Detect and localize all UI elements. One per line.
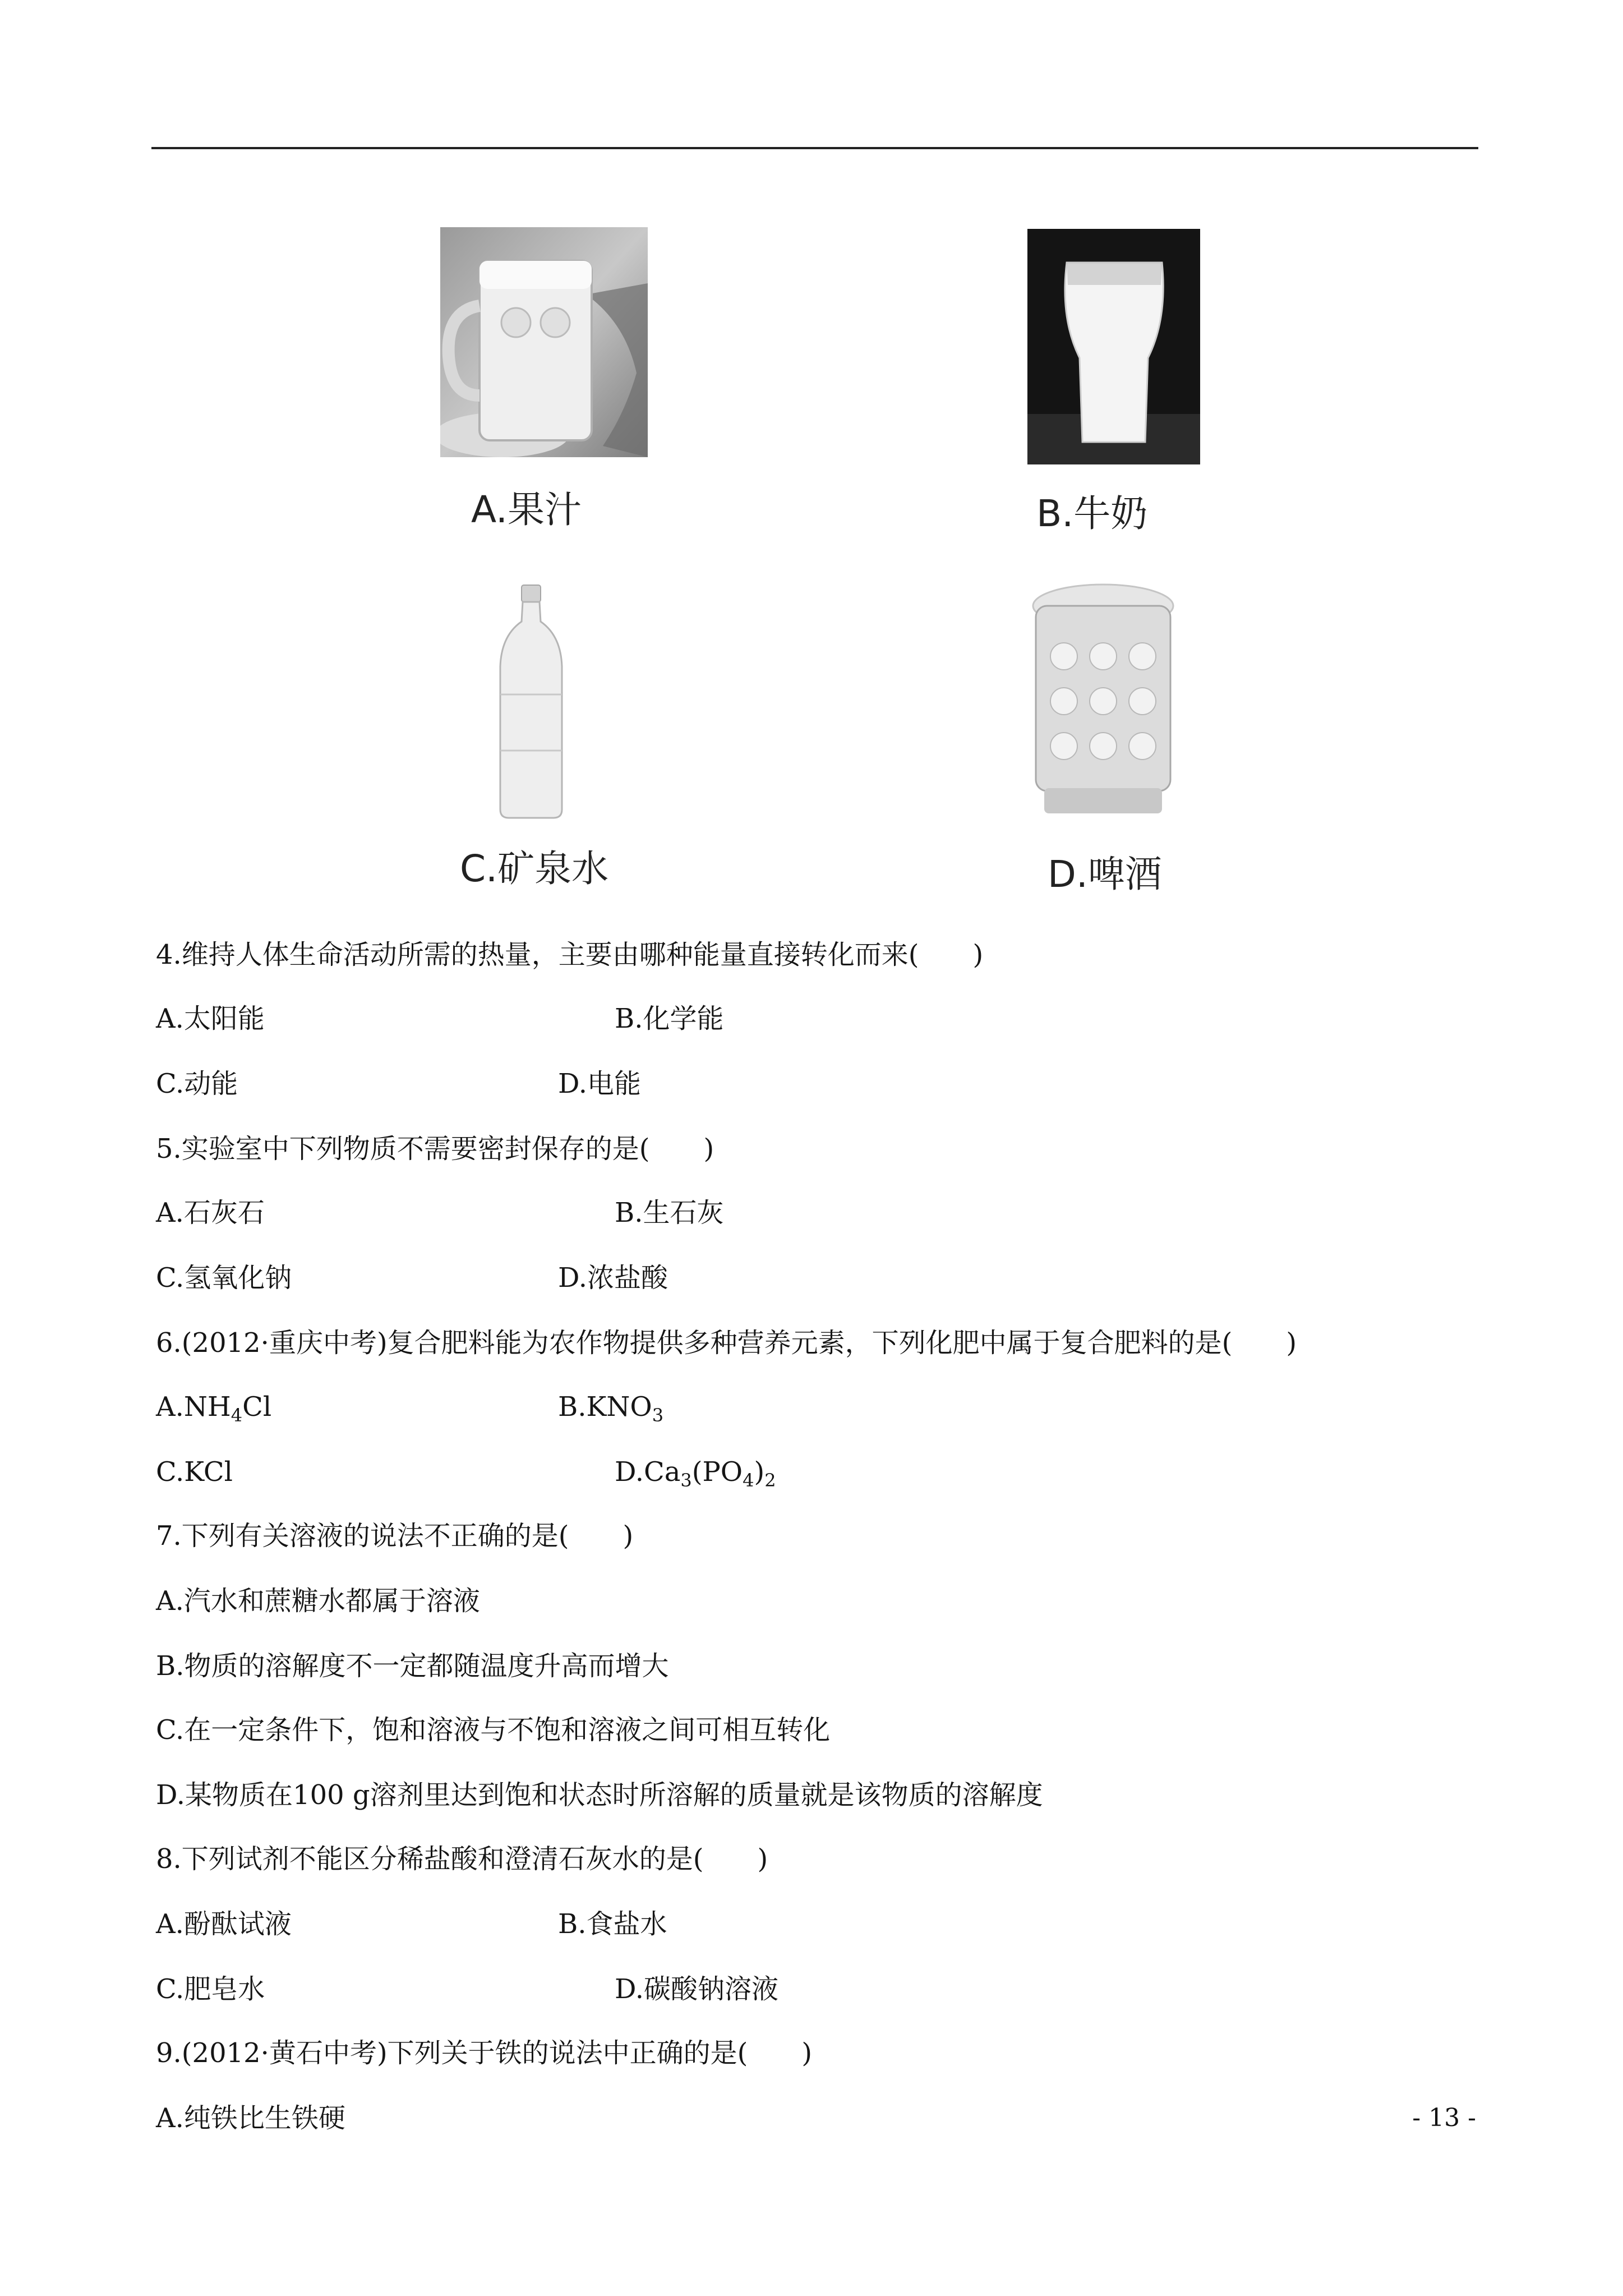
question-8-stem: 8.下列试剂不能区分稀盐酸和澄清石灰水的是( ) bbox=[156, 1843, 768, 1875]
figure-caption-b: B.牛奶 bbox=[1036, 492, 1148, 535]
question-5-stem: 5.实验室中下列物质不需要密封保存的是( ) bbox=[156, 1133, 714, 1165]
question-4-option-a: A.太阳能 bbox=[156, 1003, 265, 1034]
question-4-option-b: B.化学能 bbox=[615, 1003, 724, 1034]
question-9-option-a: A.纯铁比生铁硬 bbox=[156, 2102, 345, 2134]
question-8-option-c: C.肥皂水 bbox=[156, 1973, 265, 2005]
question-6-option-b: $B.KNO_3$ bbox=[558, 1391, 664, 1426]
question-6-option-d: $D.Ca_3(PO_4)_2$ bbox=[615, 1456, 776, 1491]
header-rule bbox=[151, 147, 1478, 149]
question-4-option-c: C.动能 bbox=[156, 1068, 238, 1099]
question-7-option-a: A.汽水和蔗糖水都属于溶液 bbox=[156, 1585, 480, 1617]
beer-mug-photo bbox=[1022, 583, 1184, 819]
question-5-option-d: D.浓盐酸 bbox=[558, 1262, 668, 1294]
question-8-option-a: A.酚酞试液 bbox=[156, 1908, 292, 1940]
question-7-option-c: C.在一定条件下，饱和溶液与不饱和溶液之间可相互转化 bbox=[156, 1714, 831, 1746]
page-number: - 13 - bbox=[1412, 2104, 1476, 2132]
question-6-option-a: $A.NH_4Cl$ bbox=[156, 1391, 272, 1426]
figure-caption-a: A.果汁 bbox=[471, 488, 582, 531]
figure-caption-d: D.啤酒 bbox=[1048, 853, 1162, 896]
question-7-option-b: B.物质的溶解度不一定都随温度升高而增大 bbox=[156, 1650, 669, 1682]
milk-glass-photo bbox=[1027, 229, 1200, 464]
question-6-option-c: C.KCl bbox=[156, 1456, 233, 1488]
figure-caption-c: C.矿泉水 bbox=[460, 847, 609, 890]
question-4-option-d: D.电能 bbox=[558, 1068, 642, 1099]
question-5-option-b: B.生石灰 bbox=[615, 1197, 724, 1228]
question-8-option-b: B.食盐水 bbox=[558, 1908, 667, 1940]
question-6-stem: 6.(2012·重庆中考)复合肥料能为农作物提供多种营养元素，下列化肥中属于复合肥料的是( ) bbox=[156, 1327, 1297, 1359]
question-9-stem: 9.(2012·黄石中考)下列关于铁的说法中正确的是( ) bbox=[156, 2037, 813, 2069]
question-7-stem: 7.下列有关溶液的说法不正确的是( ) bbox=[156, 1520, 634, 1552]
question-5-option-a: A.石灰石 bbox=[156, 1197, 265, 1228]
question-5-option-c: C.氢氧化钠 bbox=[156, 1262, 292, 1294]
question-7-option-d: D.某物质在100 g溶剂里达到饱和状态时所溶解的质量就是该物质的溶解度 bbox=[156, 1779, 1043, 1811]
question-8-option-d: D.碳酸钠溶液 bbox=[615, 1973, 779, 2005]
juice-mug-photo bbox=[440, 227, 648, 457]
question-4-stem: 4.维持人体生命活动所需的热量，主要由哪种能量直接转化而来( ) bbox=[156, 939, 984, 970]
water-bottle-photo bbox=[489, 582, 573, 821]
